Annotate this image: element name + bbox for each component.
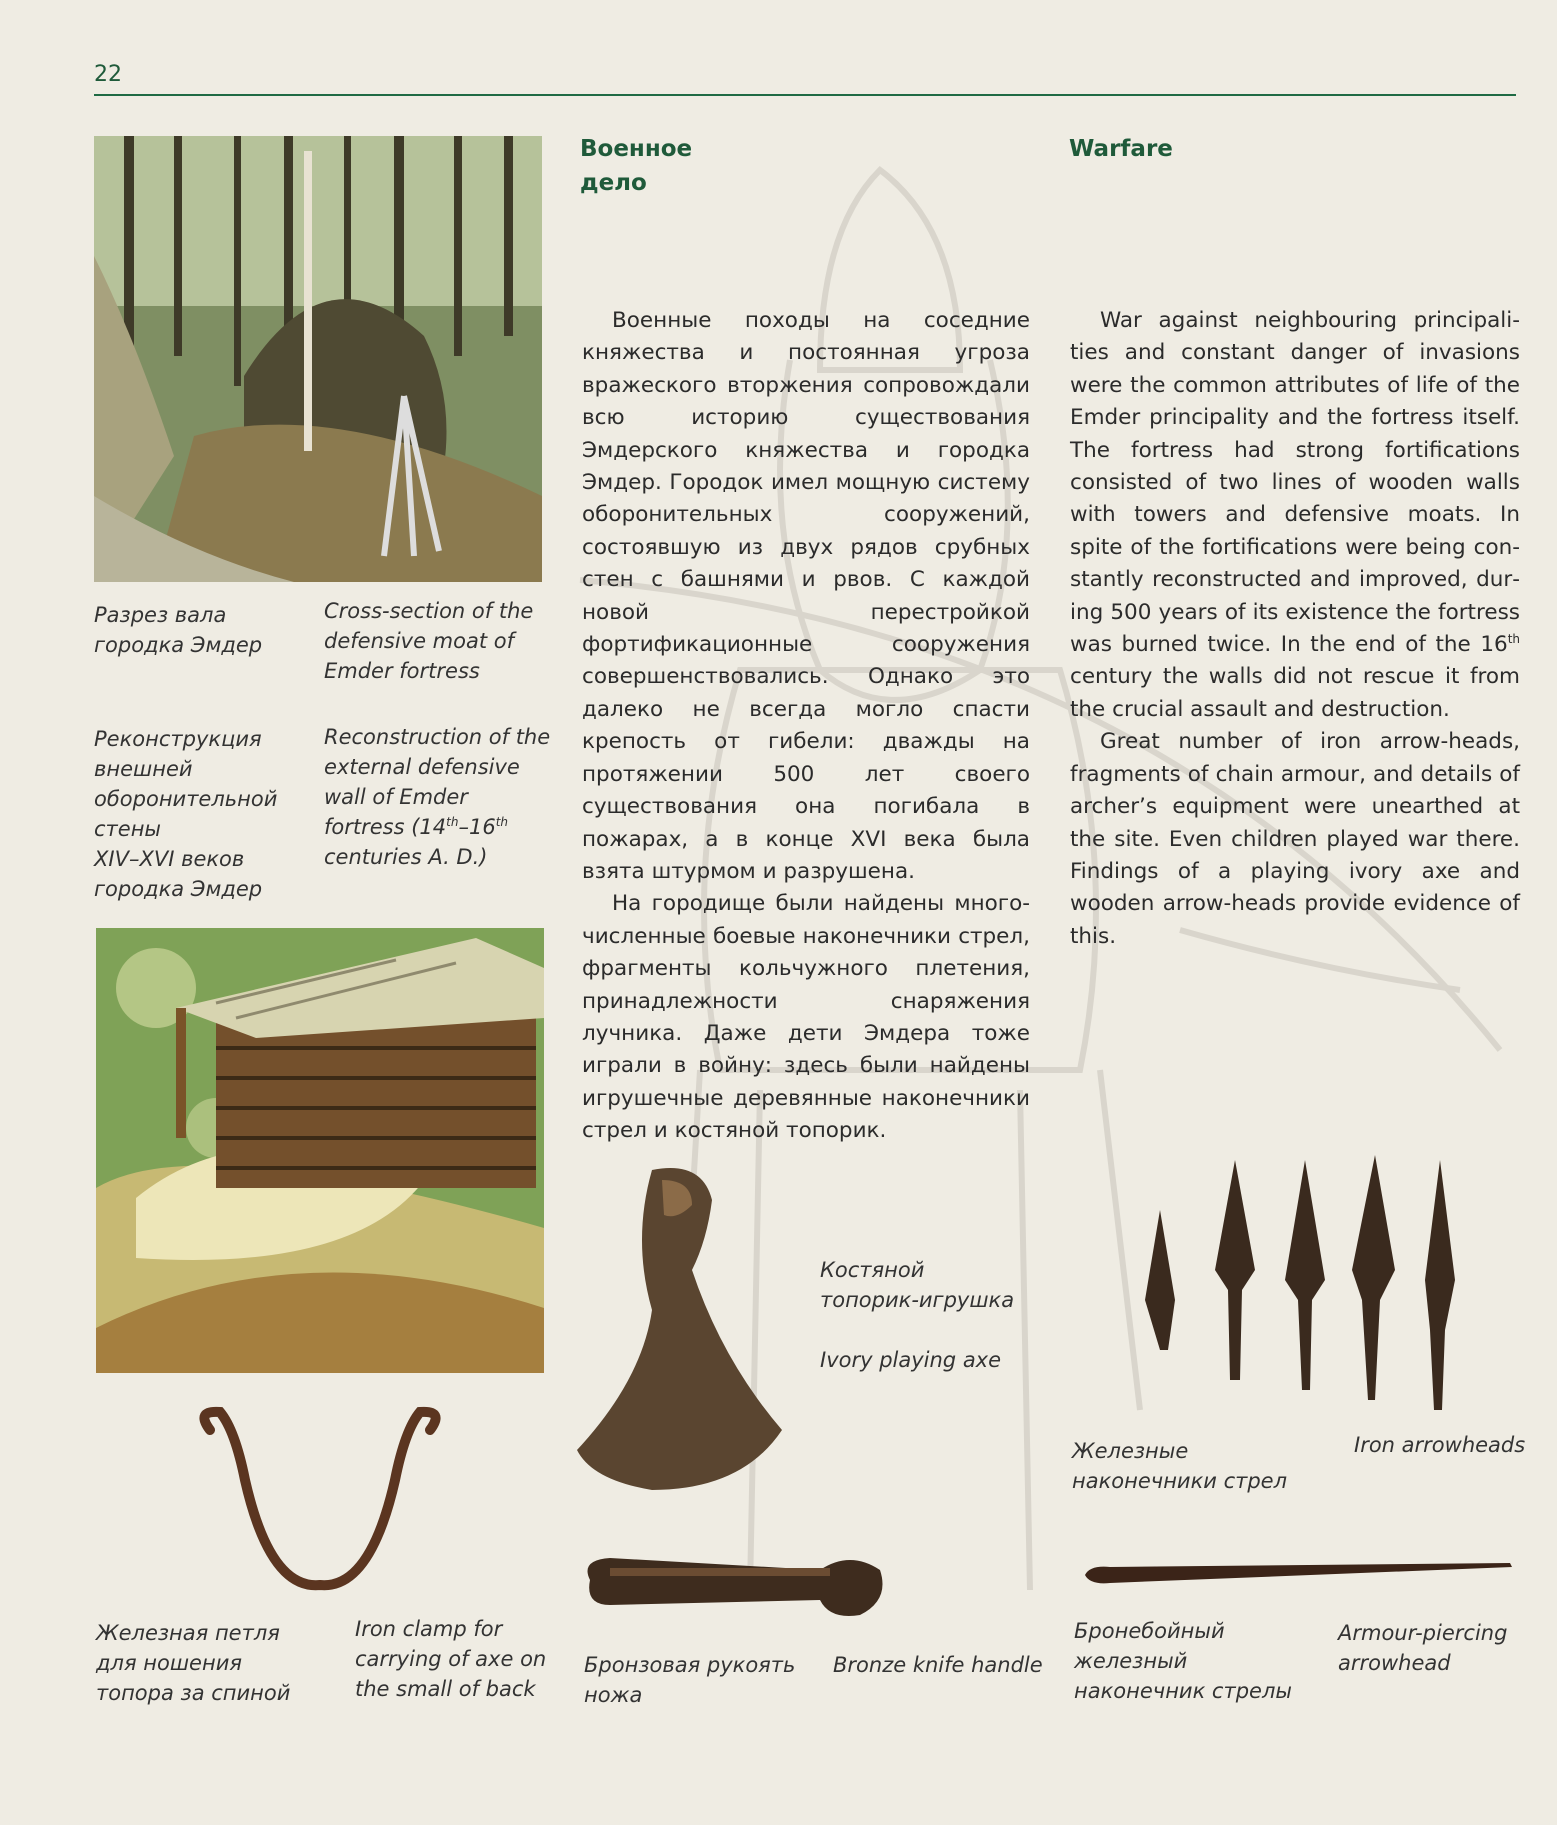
wall-caption-en-sup2: th: [495, 815, 508, 829]
axe-caption-en: Ivory playing axe: [820, 1348, 1002, 1372]
knife-caption-en: Bronze knife handle: [833, 1653, 1043, 1677]
header-rule: [94, 94, 1516, 96]
arrowheads-caption-en: Iron arrowheads: [1354, 1433, 1526, 1457]
ivory-axe-image: [572, 1160, 794, 1500]
wall-reconstruction-illustration: [96, 928, 544, 1373]
body-ru-paragraph-2: На городище были найдены многочисленные боевые наконечники стрел, фрагменты кольчужного плетения, принадлежности снаряжения лучника. Даже дети Эмдера тоже играли в войну: здесь были найдены игрушечные деревянные наконечники стрел и костяной топорик.: [582, 891, 1030, 1144]
iron-arrowheads-image: [1130, 1150, 1490, 1430]
wall-caption-en-2: centuries A. D.): [324, 845, 488, 869]
wall-caption-en: [324, 722, 550, 872]
bronze-knife-handle-image: [580, 1540, 900, 1630]
wall-caption-ru: Реконструкция внешней оборонительной стены XIV–XVI веков городка Эмдер: [94, 727, 278, 901]
armour-piercing-caption-en: Armour-piercing arrowhead: [1338, 1621, 1508, 1675]
moat-caption-en: Cross-section of the defensive moat of Emder fortress: [324, 599, 534, 683]
body-en-p1-sup: th: [1507, 631, 1520, 646]
clamp-caption-ru: Железная петля для ношения топора за спиной: [96, 1621, 291, 1705]
body-en-paragraph-1: [1070, 305, 1520, 726]
arrowheads-caption-ru: Железные наконечники стрел: [1072, 1439, 1288, 1493]
page-number: 22: [94, 62, 122, 87]
wall-caption-en-1: Reconstruction of the external defensive wall of Emder fortress (14: [324, 725, 551, 839]
clamp-caption-en: Iron clamp for carrying of axe on the small of back: [355, 1617, 547, 1701]
body-en-p1-before: War against neighbouring principalities and constant danger of invasions were the common attributes of life of the Emder principality and the fortress itself. The fortress had strong fortifications consisted of two lines of wooden walls with towers and defensive moats. In spite of the fortifications were being constantly reconstructed and improved, during 500 years of its existence the fortress was burned twice. In the end of the 16: [1070, 308, 1520, 658]
iron-clamp-image: [190, 1400, 450, 1600]
moat-excavation-photo: [94, 136, 542, 582]
axe-caption-ru: Костяной топорик-игрушка: [820, 1258, 1015, 1312]
body-ru-paragraph-1: Военные походы на соседние княжества и постоянная угроза вражеского вторжения сопровождали всю историю существования Эмдерского княжества и городка Эмдер. Городок имел мощную систему оборонительных сооружений, состоявшую из двух рядов срубных стен с башнями и рвов. С каждой новой перестройкой фортификационные сооружения совершенствовались. Однако это далеко не всегда могло спасти крепость от гибели: дважды на протяжении 500 лет своего существования она погибала в пожарах, а в конце XVI века была взята штурмом и разрушена.: [582, 308, 1030, 884]
wall-caption-en-sup1: th: [446, 815, 459, 829]
body-text-en: [1070, 305, 1520, 953]
body-en-p1-after: century the walls did not rescue it from the crucial assault and destruction.: [1070, 664, 1520, 722]
armour-piercing-arrowhead-image: [1080, 1545, 1520, 1605]
heading-en: Warfare: [1069, 136, 1173, 162]
armour-piercing-caption-ru: Бронебойный железный наконечник стрелы: [1074, 1619, 1292, 1703]
moat-caption-ru: Разрез вала городка Эмдер: [94, 603, 263, 657]
body-en-paragraph-2: Great number of iron arrow-heads, fragments of chain armour, and details of archer’s equipment were unearthed at the site. Even children played war there. Findings of a playing ivory axe and wooden arrow-heads provide evidence of this.: [1070, 729, 1520, 949]
wall-caption-en-mid: –16: [458, 815, 496, 839]
body-text-ru: [582, 305, 1030, 1148]
knife-caption-ru: Бронзовая рукоять ножа: [584, 1653, 796, 1707]
heading-ru: Военное дело: [580, 136, 693, 196]
